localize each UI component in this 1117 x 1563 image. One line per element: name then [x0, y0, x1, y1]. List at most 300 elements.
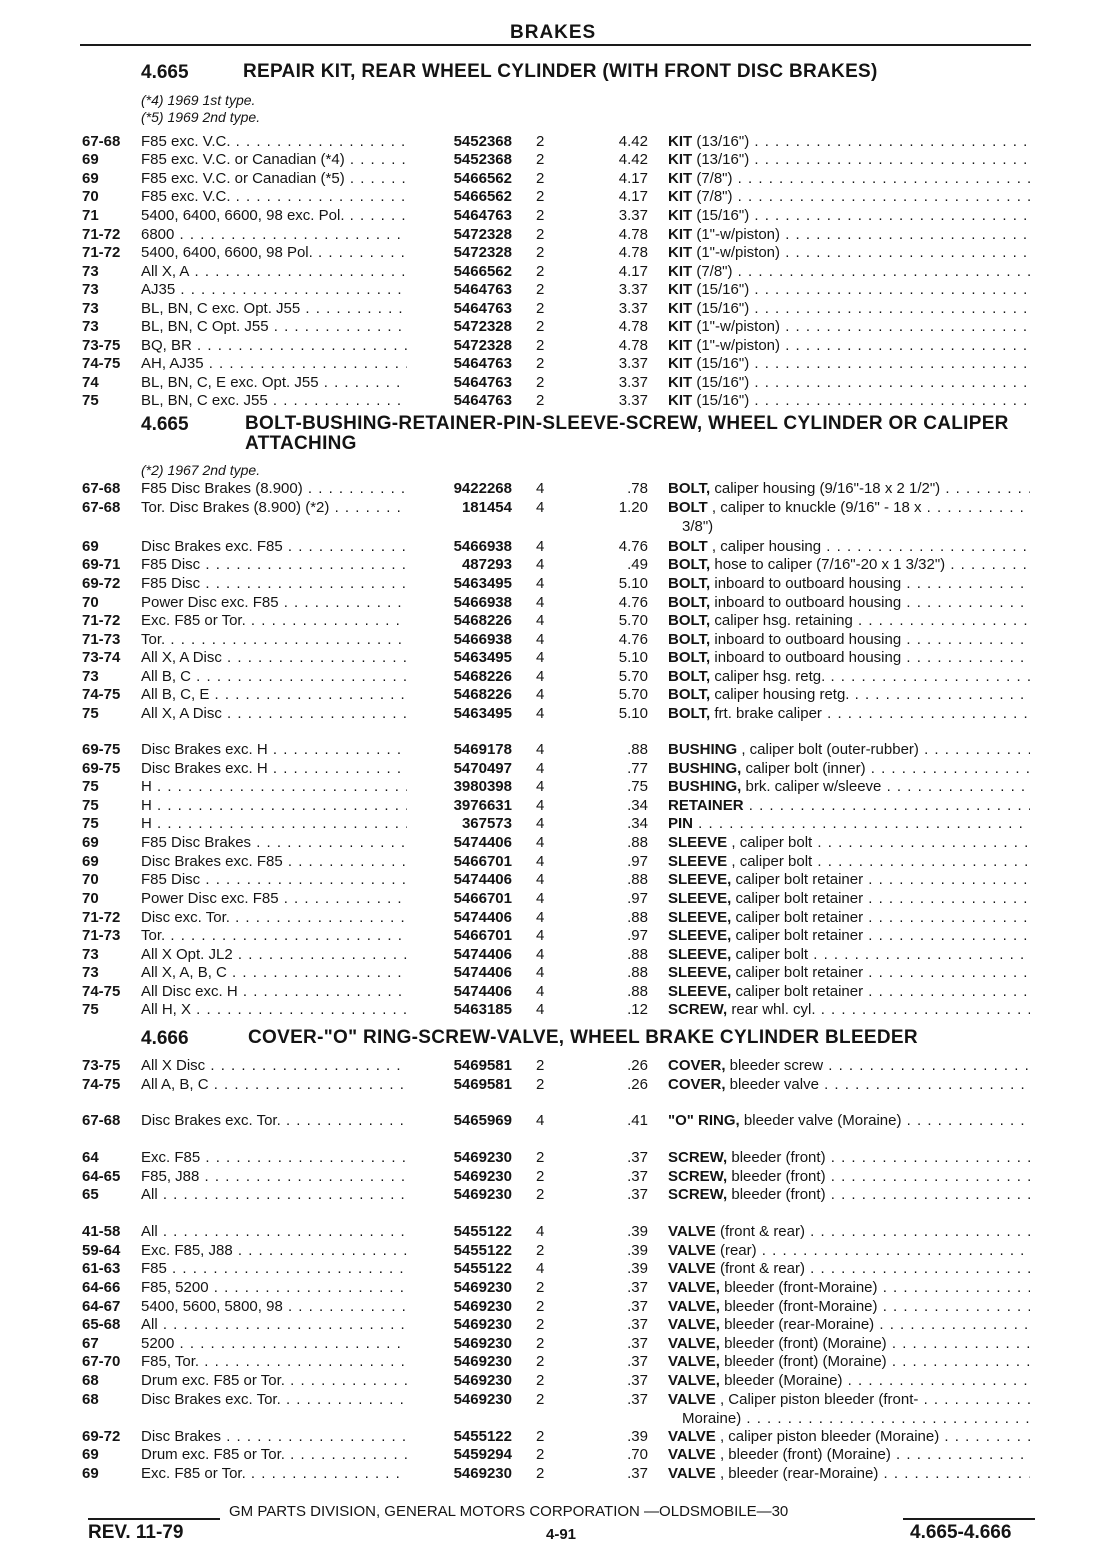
- application-cell: F85, J88 . . .: [141, 1168, 407, 1186]
- part-number-cell: 5468226: [453, 612, 512, 629]
- application-cell: H . . .: [141, 797, 407, 815]
- year-cell: 75: [82, 815, 99, 832]
- application-cell: Exc. F85, J88 . . .: [141, 1242, 407, 1260]
- table-row: [0, 1353, 1117, 1373]
- section-note: (*5) 1969 2nd type.: [141, 109, 261, 125]
- table-row: [0, 188, 1117, 208]
- part-name-label: KIT: [668, 318, 693, 335]
- application-cell: BQ, BR . . .: [141, 337, 407, 355]
- part-number-cell: 5472328: [453, 226, 512, 243]
- part-name-label: VALVE: [668, 1223, 716, 1240]
- price-cell: 4.78: [618, 337, 648, 354]
- year-cell: 73: [82, 318, 99, 335]
- description-text: (1"-w/piston): [692, 318, 781, 335]
- table-row: [0, 1112, 1117, 1132]
- description-text: bleeder (front-Moraine): [719, 1279, 878, 1296]
- description-text: frt. brake caliper: [710, 705, 822, 722]
- application-cell: F85 Disc Brakes (8.900) . . .: [141, 480, 407, 498]
- price-cell: .39: [627, 1428, 648, 1445]
- price-cell: .78: [627, 480, 648, 497]
- description-text: (front & rear): [715, 1260, 805, 1277]
- table-row: [0, 909, 1117, 929]
- quantity-cell: 2: [536, 337, 545, 354]
- year-cell: 69: [82, 151, 99, 168]
- application-cell: Power Disc exc. F85 . . .: [141, 890, 407, 908]
- description-text: bleeder screw: [725, 1057, 824, 1074]
- description-cell: [668, 815, 1030, 833]
- quantity-cell: 2: [536, 263, 545, 280]
- part-number-cell: 3976631: [453, 797, 512, 814]
- application-cell: AJ35 . . .: [141, 281, 407, 299]
- price-cell: .97: [627, 927, 648, 944]
- part-number-cell: 5452368: [453, 133, 512, 150]
- part-number-cell: 5469230: [453, 1149, 512, 1166]
- table-row: [0, 1335, 1117, 1355]
- description-text: bleeder (rear-Moraine): [719, 1316, 875, 1333]
- footer-rule-left: [88, 1518, 220, 1520]
- price-cell: 3.37: [618, 392, 648, 409]
- part-number-cell: 5455122: [453, 1223, 512, 1240]
- quantity-cell: 2: [536, 1186, 545, 1203]
- description-cell: [668, 946, 1030, 964]
- part-name-label: SLEEVE,: [668, 946, 732, 963]
- year-cell: 74-75: [82, 983, 121, 1000]
- table-row: [0, 815, 1117, 835]
- price-cell: .37: [627, 1353, 648, 1370]
- price-cell: 5.70: [618, 612, 648, 629]
- quantity-cell: 4: [536, 594, 545, 611]
- description-text: (15/16"): [692, 374, 750, 391]
- part-name-label: RETAINER: [668, 797, 744, 814]
- description-text: (13/16"): [692, 133, 750, 150]
- part-name-label: BOLT,: [668, 556, 711, 573]
- description-cell: [668, 1391, 1030, 1409]
- application-cell: All A, B, C . . .: [141, 1076, 407, 1094]
- part-name-label: SCREW,: [668, 1186, 728, 1203]
- quantity-cell: 2: [536, 1465, 545, 1482]
- year-cell: 70: [82, 188, 99, 205]
- description-text: (7/8"): [692, 263, 733, 280]
- description-text: bleeder (Moraine): [719, 1372, 843, 1389]
- application-cell: F85 Disc . . .: [141, 556, 407, 574]
- description-text: caliper housing (9/16"-18 x 2 1/2"): [710, 480, 941, 497]
- quantity-cell: 4: [536, 1260, 545, 1277]
- quantity-cell: 4: [536, 853, 545, 870]
- application-cell: All B, C . . .: [141, 668, 407, 686]
- description-cell: [668, 538, 1030, 556]
- part-number-cell: 5466701: [453, 853, 512, 870]
- table-row: [0, 760, 1117, 780]
- part-name-label: BOLT,: [668, 705, 711, 722]
- application-cell: 5400, 6400, 6600, 98 exc. Pol. . . .: [141, 207, 407, 225]
- quantity-cell: 4: [536, 1001, 545, 1018]
- footer-section-range: 4.665-4.666: [910, 1522, 1012, 1543]
- part-number-cell: 5472328: [453, 244, 512, 261]
- part-number-cell: 5469230: [453, 1335, 512, 1352]
- description-text: bleeder (front-Moraine): [719, 1298, 878, 1315]
- quantity-cell: 2: [536, 300, 545, 317]
- quantity-cell: 2: [536, 1057, 545, 1074]
- price-cell: .39: [627, 1242, 648, 1259]
- table-row: [0, 226, 1117, 246]
- description-cell: [668, 649, 1030, 667]
- application-cell: All . . .: [141, 1223, 407, 1241]
- application-cell: Disc Brakes exc. H . . .: [141, 760, 407, 778]
- part-number-cell: 5468226: [453, 686, 512, 703]
- application-cell: 5400, 6400, 6600, 98 Pol. . . .: [141, 244, 407, 262]
- table-row: [0, 1242, 1117, 1262]
- application-cell: 6800 . . .: [141, 226, 407, 244]
- application-cell: F85 . . .: [141, 1260, 407, 1278]
- application-cell: All B, C, E . . .: [141, 686, 407, 704]
- part-name-label: VALVE: [668, 1242, 716, 1259]
- year-cell: 71-72: [82, 244, 121, 261]
- part-number-cell: 5463495: [453, 649, 512, 666]
- table-row: [0, 151, 1117, 171]
- table-row: [0, 1076, 1117, 1096]
- part-number-cell: 5472328: [453, 337, 512, 354]
- part-name-label: VALVE,: [668, 1279, 720, 1296]
- footer-page-number: 4-91: [546, 1526, 577, 1543]
- quantity-cell: 2: [536, 151, 545, 168]
- table-row: [0, 871, 1117, 891]
- part-name-label: BOLT,: [668, 594, 711, 611]
- part-number-cell: 5469230: [453, 1465, 512, 1482]
- quantity-cell: 4: [536, 649, 545, 666]
- description-text: inboard to outboard housing: [710, 649, 902, 666]
- part-name-label: BOLT,: [668, 631, 711, 648]
- price-cell: 5.70: [618, 686, 648, 703]
- part-name-label: VALVE: [668, 1391, 716, 1408]
- table-row: [0, 538, 1117, 558]
- price-cell: 4.76: [618, 538, 648, 555]
- table-row: [0, 1446, 1117, 1466]
- description-text: caliper hsg. retg.: [710, 668, 826, 685]
- price-cell: 4.78: [618, 226, 648, 243]
- price-cell: 4.42: [618, 133, 648, 150]
- description-cell: [668, 244, 1030, 262]
- table-row: [0, 170, 1117, 190]
- description-cell: [668, 1186, 1030, 1204]
- quantity-cell: 2: [536, 226, 545, 243]
- description-text: (15/16"): [692, 207, 750, 224]
- part-name-label: BOLT: [668, 538, 708, 555]
- description-cell: [668, 374, 1030, 392]
- description-text: , bleeder (rear-Moraine): [715, 1465, 879, 1482]
- description-cell: [668, 760, 1030, 778]
- part-number-cell: 3980398: [453, 778, 512, 795]
- year-cell: 67-70: [82, 1353, 121, 1370]
- description-cell: [668, 631, 1030, 649]
- year-cell: 71: [82, 207, 99, 224]
- description-text: caliper bolt retainer: [731, 927, 864, 944]
- description-cell: [668, 170, 1030, 188]
- quantity-cell: 2: [536, 1335, 545, 1352]
- price-cell: 4.17: [618, 263, 648, 280]
- part-number-cell: 5469581: [453, 1057, 512, 1074]
- year-cell: 75: [82, 705, 99, 722]
- description-cell: [668, 909, 1030, 927]
- year-cell: 69: [82, 1446, 99, 1463]
- table-row: [0, 1149, 1117, 1169]
- description-cell: [668, 1353, 1030, 1371]
- description-text: , caliper bolt: [727, 834, 813, 851]
- description-text: caliper bolt retainer: [731, 964, 864, 981]
- application-cell: Drum exc. F85 or Tor. . . .: [141, 1446, 407, 1464]
- table-row: [0, 890, 1117, 910]
- part-name-label: KIT: [668, 133, 693, 150]
- part-number-cell: 5464763: [453, 392, 512, 409]
- description-cell: [668, 575, 1030, 593]
- part-name-label: KIT: [668, 244, 693, 261]
- description-cell: [668, 1168, 1030, 1186]
- part-number-cell: 5469230: [453, 1186, 512, 1203]
- footer-division: GM PARTS DIVISION, GENERAL MOTORS CORPORATION —OLDSMOBILE—30: [229, 1503, 789, 1520]
- part-number-cell: 5464763: [453, 355, 512, 372]
- description-cell: [668, 594, 1030, 612]
- quantity-cell: 4: [536, 1112, 545, 1129]
- quantity-cell: 4: [536, 668, 545, 685]
- quantity-cell: 4: [536, 1223, 545, 1240]
- table-row: [0, 649, 1117, 669]
- application-cell: All Disc exc. H . . .: [141, 983, 407, 1001]
- year-cell: 59-64: [82, 1242, 121, 1259]
- part-number-cell: 5466562: [453, 263, 512, 280]
- description-text: , caliper bolt (outer-rubber): [737, 741, 919, 758]
- part-number-cell: 5463185: [453, 1001, 512, 1018]
- price-cell: .37: [627, 1279, 648, 1296]
- quantity-cell: 2: [536, 1242, 545, 1259]
- application-cell: BL, BN, C, E exc. Opt. J55 . . .: [141, 374, 407, 392]
- description-text: (15/16"): [692, 392, 750, 409]
- description-text: (7/8"): [692, 170, 733, 187]
- part-name-label: VALVE,: [668, 1335, 720, 1352]
- part-name-label: KIT: [668, 392, 693, 409]
- part-number-cell: 5464763: [453, 207, 512, 224]
- description-text: (rear): [715, 1242, 757, 1259]
- part-name-label: SCREW,: [668, 1168, 728, 1185]
- description-cell: [668, 1279, 1030, 1297]
- application-cell: F85 exc. V.C. or Canadian (*4) . . .: [141, 151, 407, 169]
- part-number-cell: 5469230: [453, 1391, 512, 1408]
- part-name-label: KIT: [668, 226, 693, 243]
- section-number: 4.665: [141, 62, 189, 83]
- year-cell: 71-73: [82, 631, 121, 648]
- quantity-cell: 2: [536, 1076, 545, 1093]
- description-text: bleeder (front) (Moraine): [719, 1335, 887, 1352]
- description-cell: [668, 318, 1030, 336]
- price-cell: 4.76: [618, 631, 648, 648]
- price-cell: .34: [627, 797, 648, 814]
- year-cell: 67-68: [82, 480, 121, 497]
- table-row-continuation: [0, 518, 1117, 538]
- part-name-label: KIT: [668, 281, 693, 298]
- part-number-cell: 9422268: [453, 480, 512, 497]
- quantity-cell: 2: [536, 1149, 545, 1166]
- description-cell: [668, 1298, 1030, 1316]
- table-row: [0, 964, 1117, 984]
- price-cell: .34: [627, 815, 648, 832]
- quantity-cell: 4: [536, 556, 545, 573]
- quantity-cell: 2: [536, 281, 545, 298]
- part-name-label: VALVE: [668, 1260, 716, 1277]
- part-name-label: SCREW,: [668, 1149, 728, 1166]
- description-text: bleeder (front): [727, 1149, 826, 1166]
- application-cell: Disc Brakes exc. Tor. . . .: [141, 1112, 407, 1130]
- application-cell: All . . .: [141, 1186, 407, 1204]
- part-number-cell: 5474406: [453, 983, 512, 1000]
- quantity-cell: 2: [536, 207, 545, 224]
- table-row: [0, 318, 1117, 338]
- year-cell: 65: [82, 1186, 99, 1203]
- header-rule: [80, 44, 1031, 46]
- description-text: bleeder (front): [727, 1186, 826, 1203]
- description-cell: [668, 778, 1030, 796]
- year-cell: 69: [82, 834, 99, 851]
- year-cell: 64-66: [82, 1279, 121, 1296]
- part-number-cell: 5466562: [453, 170, 512, 187]
- application-cell: All X Disc . . .: [141, 1057, 407, 1075]
- application-cell: 5400, 5600, 5800, 98 . . .: [141, 1298, 407, 1316]
- table-row: [0, 263, 1117, 283]
- part-name-label: KIT: [668, 207, 693, 224]
- application-cell: Disc Brakes . . .: [141, 1428, 407, 1446]
- price-cell: .26: [627, 1076, 648, 1093]
- price-cell: .88: [627, 964, 648, 981]
- year-cell: 70: [82, 871, 99, 888]
- price-cell: .39: [627, 1260, 648, 1277]
- part-name-label: VALVE: [668, 1446, 716, 1463]
- part-name-label: SLEEVE,: [668, 890, 732, 907]
- part-number-cell: 5466938: [453, 594, 512, 611]
- year-cell: 73-75: [82, 1057, 121, 1074]
- price-cell: .77: [627, 760, 648, 777]
- price-cell: 3.37: [618, 207, 648, 224]
- part-number-cell: 5455122: [453, 1428, 512, 1445]
- description-text: inboard to outboard housing: [710, 575, 902, 592]
- description-text: bleeder (front) (Moraine): [719, 1353, 887, 1370]
- part-number-cell: 5469230: [453, 1353, 512, 1370]
- price-cell: .12: [627, 1001, 648, 1018]
- application-cell: Tor. Disc Brakes (8.900) (*2) . . .: [141, 499, 407, 517]
- description-cell: [668, 337, 1030, 355]
- part-number-cell: 5465969: [453, 1112, 512, 1129]
- year-cell: 65-68: [82, 1316, 121, 1333]
- year-cell: 73: [82, 263, 99, 280]
- part-number-cell: 5455122: [453, 1260, 512, 1277]
- quantity-cell: 4: [536, 871, 545, 888]
- description-text: (1"-w/piston): [692, 244, 781, 261]
- application-cell: H . . .: [141, 778, 407, 796]
- year-cell: 68: [82, 1372, 99, 1389]
- application-cell: Tor. . . .: [141, 927, 407, 945]
- description-cell: [668, 556, 1030, 574]
- part-name-label: BOLT,: [668, 575, 711, 592]
- part-name-label: BOLT,: [668, 668, 711, 685]
- description-cell: [668, 207, 1030, 225]
- year-cell: 75: [82, 778, 99, 795]
- description-text: rear whl. cyl.: [727, 1001, 816, 1018]
- description-cell: [668, 890, 1030, 908]
- quantity-cell: 4: [536, 631, 545, 648]
- part-number-cell: 5474406: [453, 834, 512, 851]
- year-cell: 69: [82, 170, 99, 187]
- description-cell: [668, 1112, 1030, 1130]
- quantity-cell: 2: [536, 1446, 545, 1463]
- part-name-label: SLEEVE,: [668, 983, 732, 1000]
- part-number-cell: 5469230: [453, 1316, 512, 1333]
- description-cell: [668, 1057, 1030, 1075]
- table-row: [0, 1223, 1117, 1243]
- table-row: [0, 337, 1117, 357]
- description-cell: [668, 281, 1030, 299]
- part-number-cell: 181454: [461, 499, 512, 516]
- application-cell: Disc Brakes exc. Tor. . . .: [141, 1391, 407, 1409]
- price-cell: .39: [627, 1223, 648, 1240]
- description-cell: [668, 1242, 1030, 1260]
- price-cell: 4.78: [618, 318, 648, 335]
- description-text: (1"-w/piston): [692, 337, 781, 354]
- quantity-cell: 4: [536, 575, 545, 592]
- description-text: (7/8"): [692, 188, 733, 205]
- quantity-cell: 4: [536, 964, 545, 981]
- quantity-cell: 2: [536, 1391, 545, 1408]
- table-row: [0, 1316, 1117, 1336]
- price-cell: .37: [627, 1316, 648, 1333]
- table-row: [0, 374, 1117, 394]
- table-row: [0, 927, 1117, 947]
- quantity-cell: 4: [536, 760, 545, 777]
- year-cell: 71-72: [82, 909, 121, 926]
- part-name-label: BUSHING: [668, 741, 738, 758]
- description-text: (15/16"): [692, 355, 750, 372]
- application-cell: Exc. F85 . . .: [141, 1149, 407, 1167]
- year-cell: 61-63: [82, 1260, 121, 1277]
- application-cell: Drum exc. F85 or Tor. . . .: [141, 1372, 407, 1390]
- description-cell: [668, 1446, 1030, 1464]
- price-cell: .37: [627, 1465, 648, 1482]
- description-text: , caliper piston bleeder (Moraine): [715, 1428, 940, 1445]
- price-cell: 4.42: [618, 151, 648, 168]
- price-cell: 3.37: [618, 374, 648, 391]
- table-row: [0, 1279, 1117, 1299]
- description-cell: [668, 151, 1030, 169]
- application-cell: All . . .: [141, 1316, 407, 1334]
- price-cell: 3.37: [618, 355, 648, 372]
- year-cell: 73-74: [82, 649, 121, 666]
- application-cell: F85 Disc . . .: [141, 871, 407, 889]
- part-number-cell: 5466938: [453, 538, 512, 555]
- part-number-cell: 5474406: [453, 871, 512, 888]
- application-cell: BL, BN, C Opt. J55 . . .: [141, 318, 407, 336]
- description-cell: [668, 1465, 1030, 1483]
- table-row: [0, 1186, 1117, 1206]
- price-cell: .88: [627, 834, 648, 851]
- part-name-label: VALVE: [668, 1465, 716, 1482]
- application-cell: BL, BN, C exc. J55 . . .: [141, 392, 407, 410]
- part-number-cell: 487293: [461, 556, 512, 573]
- price-cell: 5.10: [618, 575, 648, 592]
- description-cell: [668, 133, 1030, 151]
- part-number-cell: 5463495: [453, 705, 512, 722]
- quantity-cell: 4: [536, 797, 545, 814]
- table-row: [0, 556, 1117, 576]
- quantity-cell: 4: [536, 983, 545, 1000]
- application-cell: All X, A Disc . . .: [141, 705, 407, 723]
- price-cell: .26: [627, 1057, 648, 1074]
- table-row: [0, 705, 1117, 725]
- table-row: [0, 355, 1117, 375]
